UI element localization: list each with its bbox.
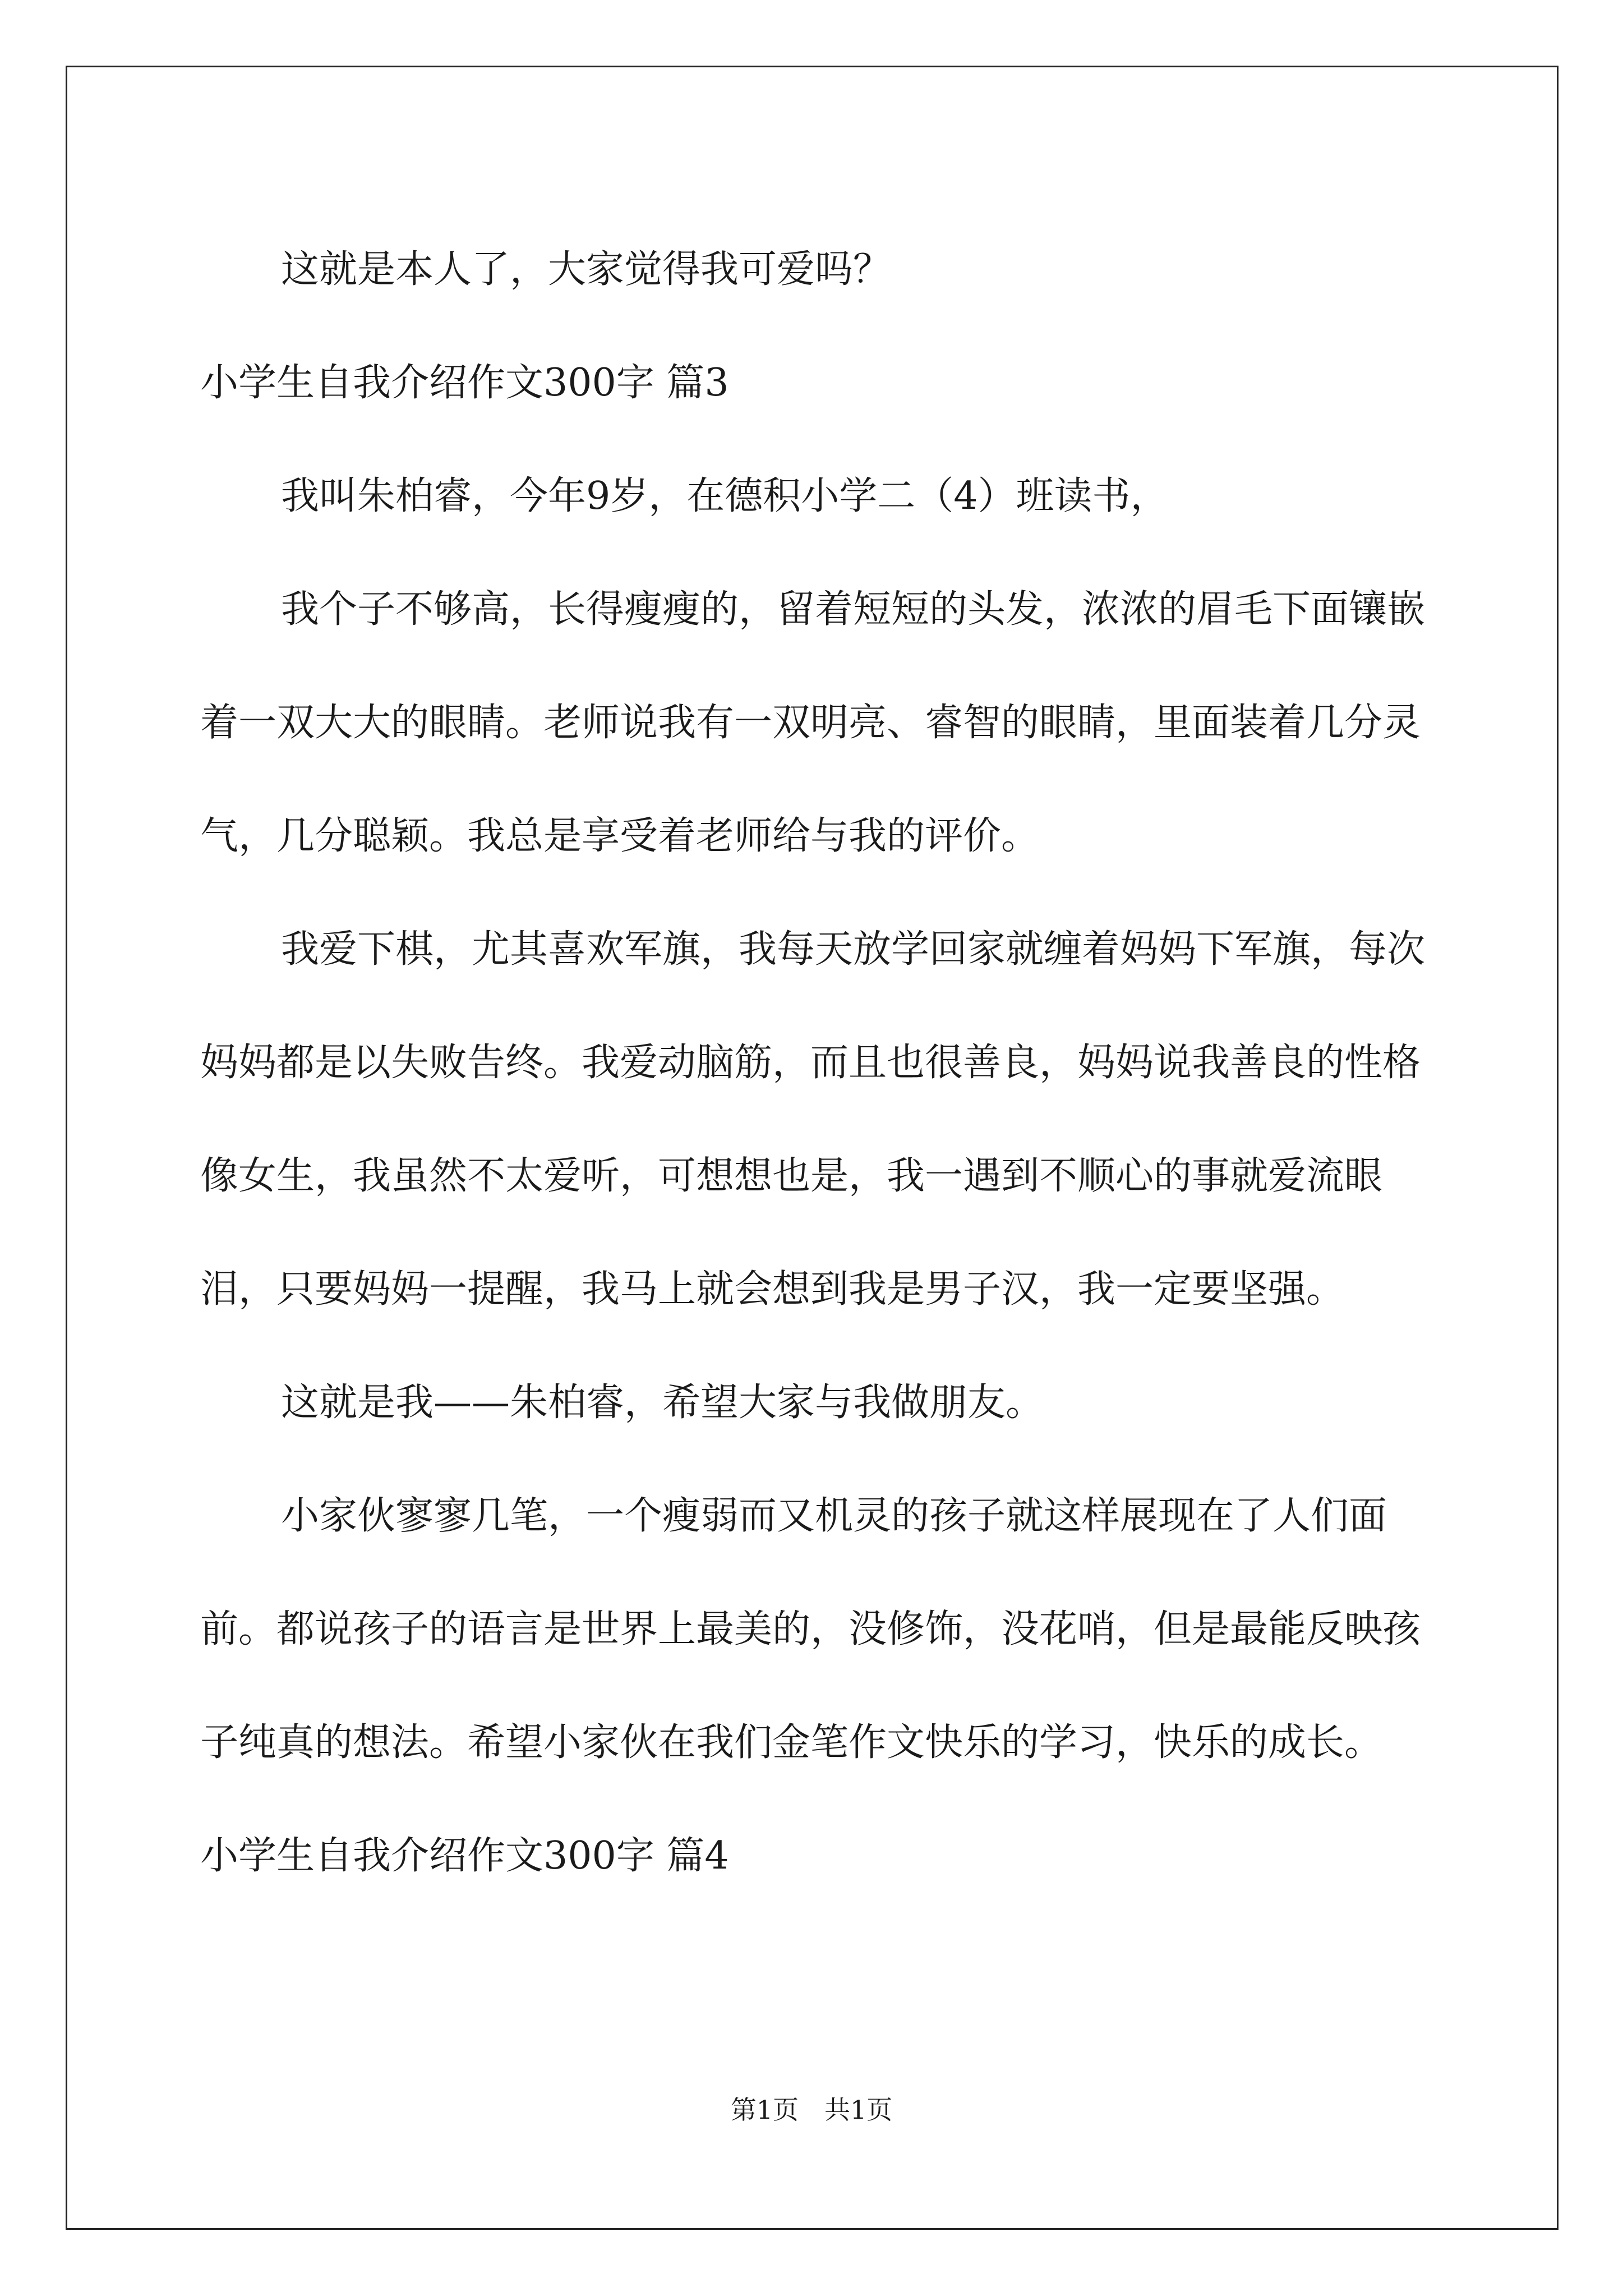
page-number-footer: 第1页 共1页 bbox=[730, 2095, 893, 2125]
paragraph-hobbies: 我爱下棋，尤其喜欢军旗，我每天放学回家就缠着妈妈下军旗，每次妈妈都是以失败告终。我爱动脑筋，而且也很善良，妈妈说我善良的性格像女生，我虽然不太爱听，可想想也是，我一遇到不顺心的事就爱流眼泪，只要妈妈一提醒，我马上就会想到我是男子汉，我一定要坚强。 bbox=[200, 927, 1426, 1312]
paragraph-appearance: 我个子不够高，长得瘦瘦的，留着短短的头发，浓浓的眉毛下面镶嵌着一双大大的眼睛。老师说我有一双明亮、睿智的眼睛，里面装着几分灵气，几分聪颖。我总是享受着老师给与我的评价。 bbox=[200, 587, 1426, 858]
paragraph-comment: 小家伙寥寥几笔，一个瘦弱而又机灵的孩子就这样展现在了人们面前。都说孩子的语言是世界上最美的，没修饰，没花哨，但是最能反映孩子纯真的想法。希望小家伙在我们金笔作文快乐的学习，快乐的成长。 bbox=[200, 1494, 1421, 1765]
section-heading-4: 小学生自我介绍作文300字 篇4 bbox=[200, 1834, 729, 1878]
section-heading-3: 小学生自我介绍作文300字 篇3 bbox=[200, 361, 729, 405]
paragraph-closing-1: 这就是本人了，大家觉得我可爱吗？ bbox=[281, 247, 892, 292]
document-body bbox=[200, 213, 1434, 1913]
paragraph-closing-2: 这就是我——朱柏睿，希望大家与我做朋友。 bbox=[281, 1381, 1044, 1425]
paragraph-intro: 我叫朱柏睿，今年9岁，在德积小学二（4）班读书， bbox=[281, 474, 1169, 518]
